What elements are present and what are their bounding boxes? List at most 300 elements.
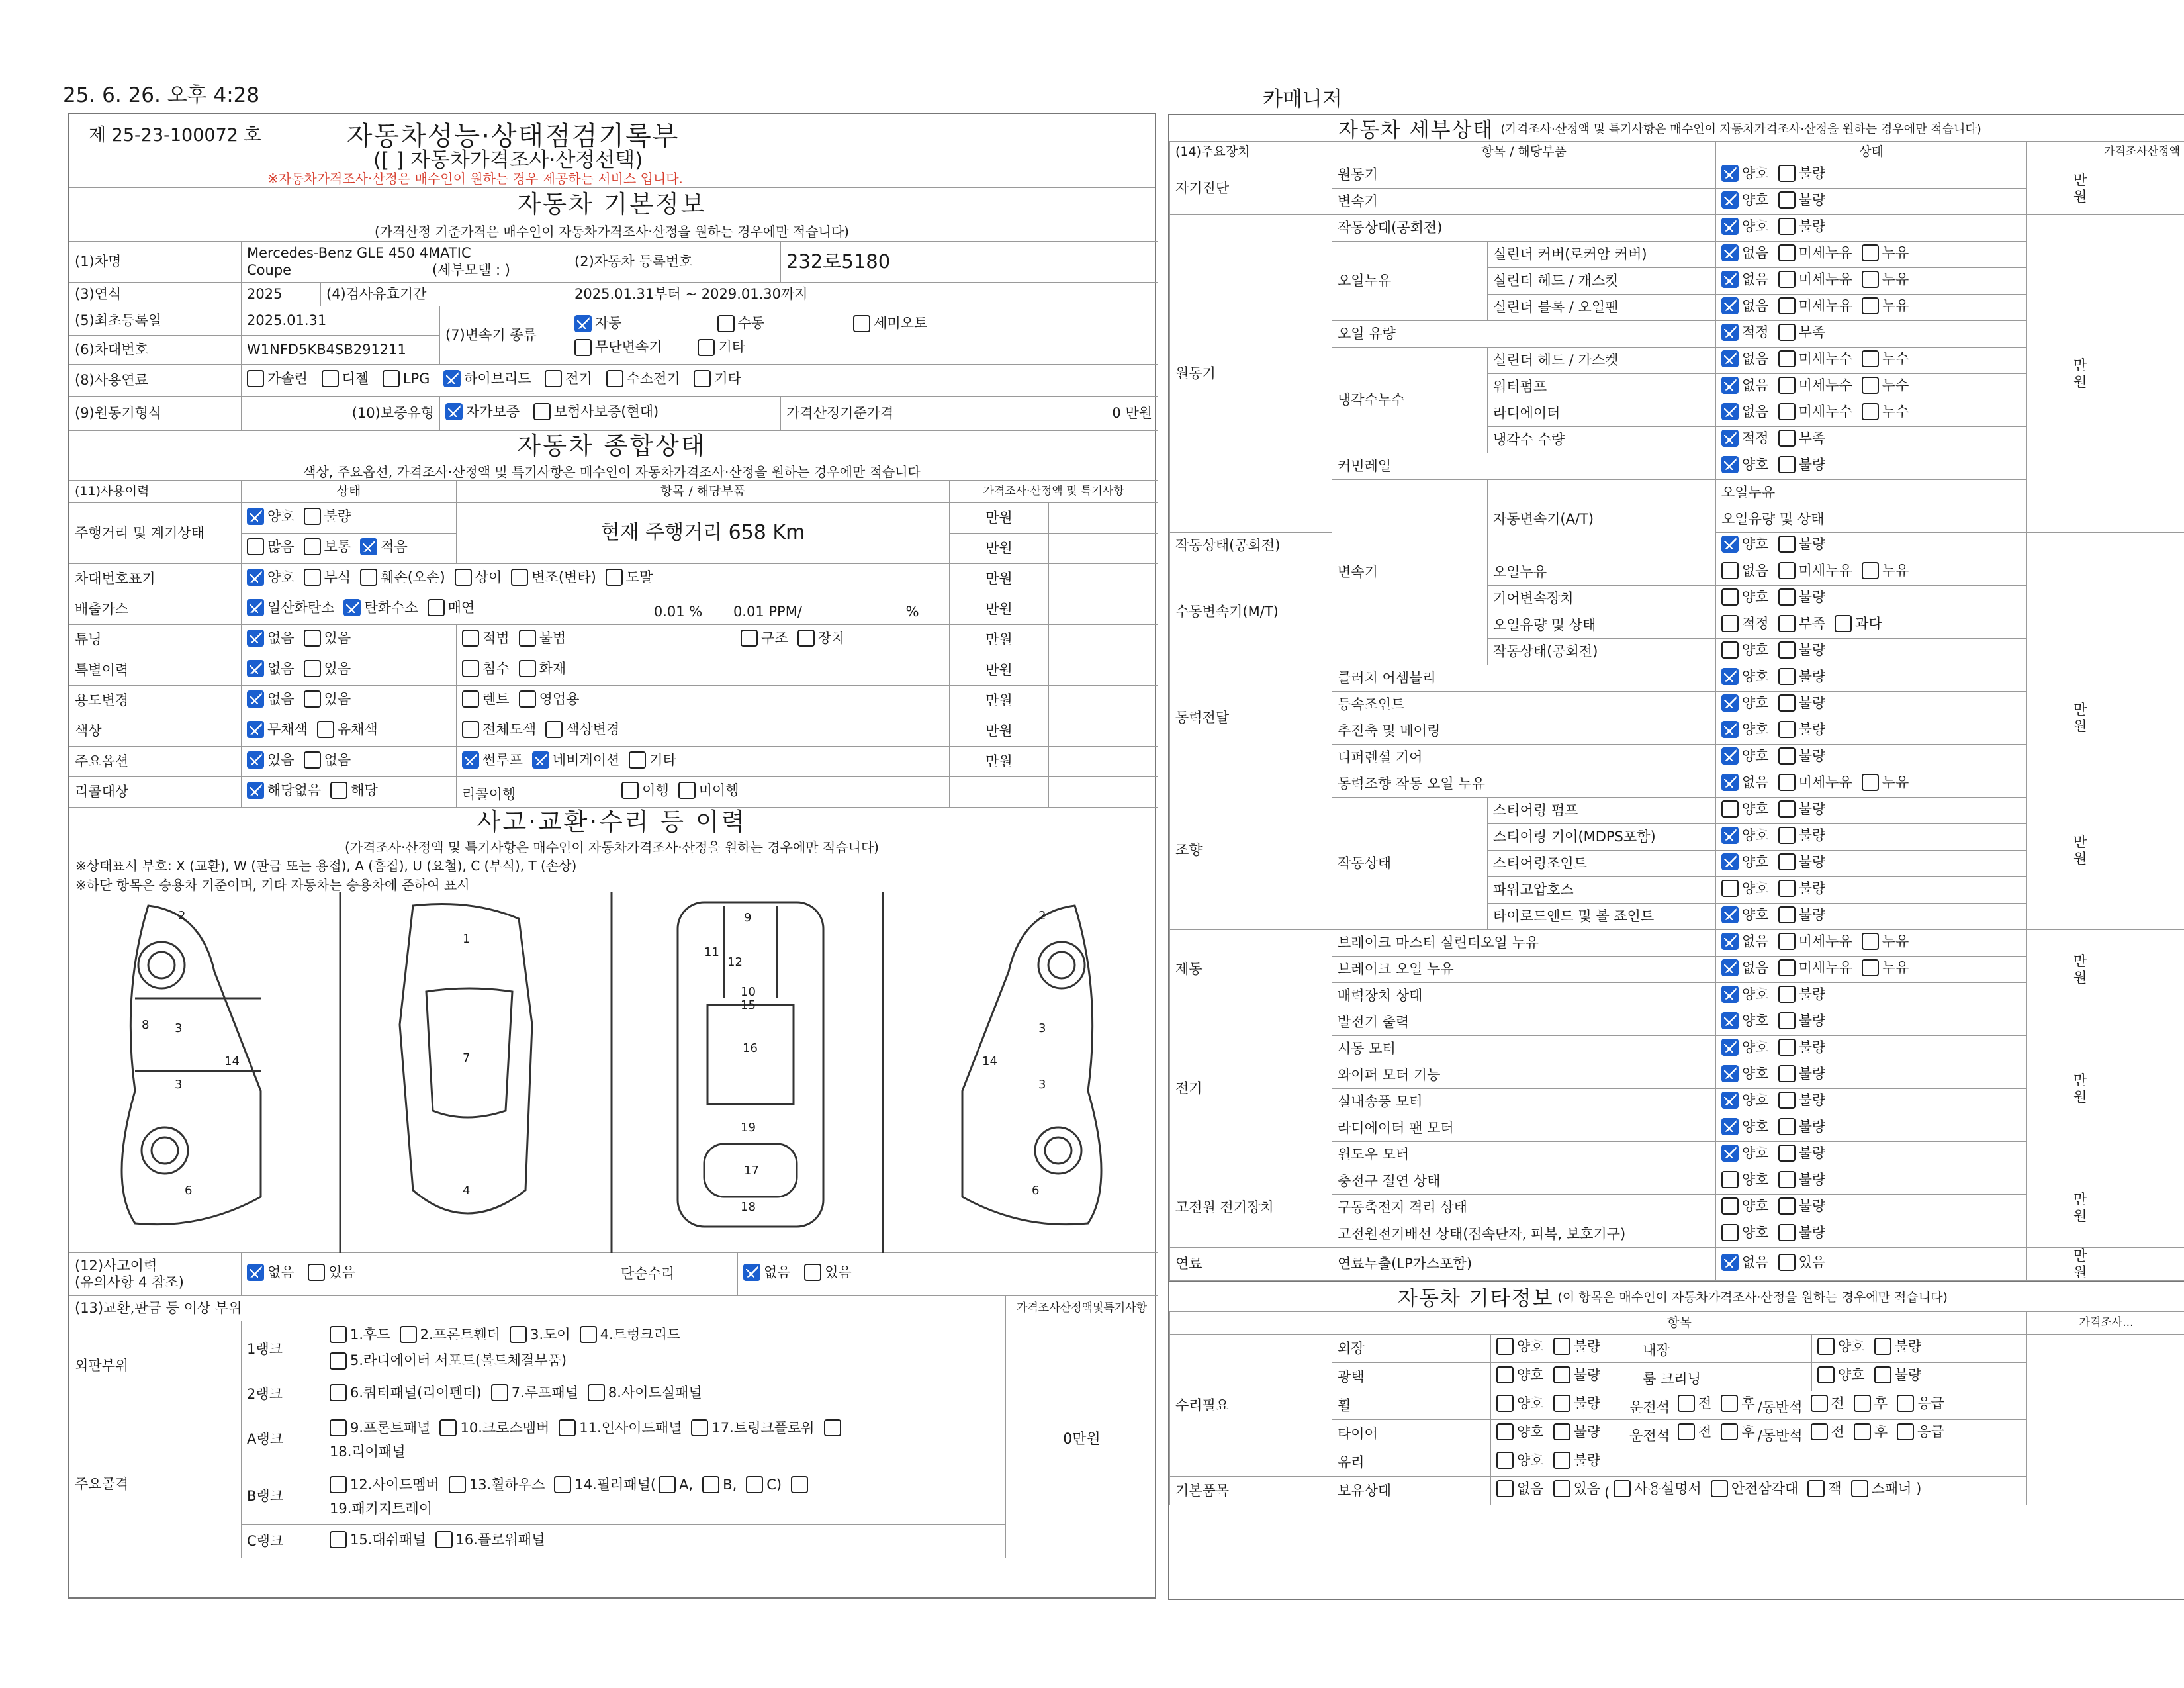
item7-state0-checkbox[interactable]: 없음	[1721, 350, 1769, 367]
wheel-passenger-label: /동반석	[1757, 1399, 1803, 1416]
item20-state0-checkbox[interactable]: 양호	[1721, 694, 1769, 712]
right-pane	[1168, 114, 2184, 1600]
item41-state0-checkbox[interactable]: 없음	[1721, 1254, 1769, 1271]
item27-state0-checkbox[interactable]: 양호	[1721, 880, 1769, 897]
hood-checkbox[interactable]: 1.후드	[330, 1326, 390, 1343]
item17-state1-checkbox[interactable]: 부족	[1778, 615, 1826, 632]
row6-a0-checkbox[interactable]: 무채색	[247, 721, 308, 738]
item-39-name: 구동축전지 격리 상태	[1332, 1195, 1716, 1221]
side-sill-checkbox[interactable]: 8.사이드실패널	[588, 1384, 702, 1401]
item-33-name: 시동 모터	[1332, 1036, 1716, 1062]
item40-state0-checkbox[interactable]: 양호	[1721, 1224, 1769, 1241]
item33-state0-checkbox[interactable]: 양호	[1721, 1039, 1769, 1056]
rankC-label: C랭크	[242, 1525, 324, 1558]
item6-state0-checkbox[interactable]: 적정	[1721, 324, 1769, 341]
row8-b0-checkbox[interactable]: 이행	[621, 782, 669, 799]
item3-state1-checkbox[interactable]: 미세누유	[1778, 244, 1852, 261]
wheel-emergency-checkbox[interactable]: 응급	[1897, 1395, 1944, 1412]
item31-state1-checkbox[interactable]: 불량	[1778, 986, 1826, 1003]
trans-auto-checkbox[interactable]: 자동	[574, 315, 622, 332]
item19-state0-checkbox[interactable]: 양호	[1721, 668, 1769, 685]
item34-state1-checkbox[interactable]: 불량	[1778, 1065, 1826, 1082]
item34-state0-checkbox[interactable]: 양호	[1721, 1065, 1769, 1082]
detail-table	[1169, 142, 2184, 1281]
warranty-insurance-checkbox[interactable]: 보험사보증(현대)	[533, 403, 659, 420]
item4-state0-checkbox[interactable]: 없음	[1721, 271, 1769, 288]
item15-state2-checkbox[interactable]: 누유	[1862, 562, 1909, 579]
accident-label-note: (유의사항 4 참조)	[75, 1274, 184, 1290]
own-has-checkbox[interactable]: 있음	[1553, 1480, 1601, 1497]
car-diagram-svg	[69, 892, 1155, 1253]
item23-state1-checkbox[interactable]: 미세누유	[1778, 774, 1852, 791]
item8-state2-checkbox[interactable]: 누수	[1862, 377, 1909, 394]
item28-state0-checkbox[interactable]: 양호	[1721, 906, 1769, 923]
item4-state2-checkbox[interactable]: 누유	[1862, 271, 1909, 288]
item-5-name: 실린더 블록 / 오일팬	[1488, 295, 1716, 321]
diagram-label-4: 4	[463, 1184, 471, 1197]
side-member-checkbox[interactable]: 12.사이드멤버	[330, 1476, 439, 1493]
item28-state1-checkbox[interactable]: 불량	[1778, 906, 1826, 923]
item37-state0-checkbox[interactable]: 양호	[1721, 1145, 1769, 1162]
print-timestamp: 25. 6. 26. 오후 4:28	[63, 83, 260, 107]
pillar-b-checkbox[interactable]: B,	[702, 1476, 737, 1493]
row5-b0-checkbox[interactable]: 렌트	[462, 690, 510, 708]
row6-b0-checkbox[interactable]: 전체도색	[462, 721, 536, 738]
fuel-electric-checkbox[interactable]: 전기	[545, 370, 592, 387]
item4-state1-checkbox[interactable]: 미세누유	[1778, 271, 1852, 288]
item-20-name: 등속조인트	[1332, 692, 1716, 718]
simple-yes-checkbox[interactable]: 있음	[804, 1264, 852, 1281]
item27-state1-checkbox[interactable]: 불량	[1778, 880, 1826, 897]
legend-1: ※상태표시 부호: X (교환), W (판금 또는 용접), A (흠집), U (요철), C (부식), T (손상)	[75, 858, 577, 874]
service-notice: ※자동차가격조사·산정은 매수인이 원하는 경우 제공하는 서비스 입니다.	[267, 171, 683, 187]
row6-a1-checkbox[interactable]: 유채색	[317, 721, 378, 738]
diagram-label-7: 7	[463, 1051, 471, 1065]
item7-state2-checkbox[interactable]: 누수	[1862, 350, 1909, 367]
price-unit-2: 원	[2073, 1207, 2087, 1224]
detail-head-items: 항목 / 해당부품	[1332, 142, 1716, 162]
own-none-checkbox[interactable]: 없음	[1496, 1480, 1544, 1497]
wheel-bad-checkbox[interactable]: 불량	[1553, 1395, 1601, 1412]
fuel-diesel-checkbox[interactable]: 디젤	[322, 370, 369, 387]
overall-head-usage: (11)사용이력	[69, 481, 242, 503]
diagram-label-14-left: 14	[224, 1055, 240, 1068]
price-basis-value: 0 만원	[1112, 405, 1153, 422]
row1-a3-checkbox[interactable]: 상이	[455, 569, 502, 586]
item17-state2-checkbox[interactable]: 과다	[1835, 615, 1882, 632]
interior-bad-checkbox[interactable]: 불량	[1874, 1338, 1922, 1355]
item6-state1-checkbox[interactable]: 부족	[1778, 324, 1826, 341]
fuel-lpg-checkbox[interactable]: LPG	[383, 370, 430, 387]
item9-state1-checkbox[interactable]: 미세누수	[1778, 403, 1852, 420]
emission-smoke: %	[905, 603, 919, 620]
price-unit-2: 원	[2073, 718, 2087, 734]
overall-title: 자동차 종합상태	[517, 432, 707, 460]
item30-state0-checkbox[interactable]: 없음	[1721, 959, 1769, 976]
transmission-label: (7)변속기 종류	[440, 306, 569, 365]
glass-bad-checkbox[interactable]: 불량	[1553, 1452, 1601, 1469]
row2-a0-checkbox[interactable]: 일산화탄소	[247, 599, 334, 616]
item10-state1-checkbox[interactable]: 부족	[1778, 430, 1826, 447]
doc-subtitle: ([ ] 자동차가격조사·산정선택)	[373, 148, 643, 172]
transmission-options-row1	[574, 315, 1152, 332]
item-0-name: 원동기	[1332, 162, 1716, 189]
item23-state2-checkbox[interactable]: 누유	[1862, 774, 1909, 791]
row7-a0-checkbox[interactable]: 있음	[247, 751, 295, 769]
wheel-good-checkbox[interactable]: 양호	[1496, 1395, 1544, 1412]
wheel-driver-rear-checkbox[interactable]: 후	[1721, 1395, 1754, 1412]
row0-a0-checkbox[interactable]: 양호	[247, 508, 295, 525]
item9-state0-checkbox[interactable]: 없음	[1721, 403, 1769, 420]
item38-state1-checkbox[interactable]: 불량	[1778, 1171, 1826, 1188]
item39-state0-checkbox[interactable]: 양호	[1721, 1197, 1769, 1215]
diagram-label-8: 8	[142, 1018, 150, 1032]
item37-state1-checkbox[interactable]: 불량	[1778, 1145, 1826, 1162]
room-good-checkbox[interactable]: 양호	[1817, 1366, 1865, 1383]
rankA-label: A랭크	[242, 1411, 324, 1468]
item3-state2-checkbox[interactable]: 누유	[1862, 244, 1909, 261]
item32-state1-checkbox[interactable]: 불량	[1778, 1012, 1826, 1029]
item-31-name: 배력장치 상태	[1332, 983, 1716, 1009]
row1-a4-checkbox[interactable]: 변조(변타)	[511, 569, 596, 586]
cross-member-checkbox[interactable]: 10.크로스멤버	[439, 1419, 549, 1436]
row0-a20-checkbox[interactable]: 많음	[247, 538, 295, 555]
diagram-label-10: 10	[741, 985, 756, 999]
item21-state0-checkbox[interactable]: 양호	[1721, 721, 1769, 738]
row4-a0-checkbox[interactable]: 없음	[247, 660, 295, 677]
interior-good-checkbox[interactable]: 양호	[1817, 1338, 1865, 1355]
item25-state1-checkbox[interactable]: 불량	[1778, 827, 1826, 844]
brand-name: 카매니저	[1263, 87, 1342, 111]
accident-none-checkbox[interactable]: 없음	[247, 1264, 295, 1281]
row1-a0-checkbox[interactable]: 양호	[247, 569, 295, 586]
unit-label: 만원	[950, 625, 1049, 655]
detail-head-state: 상태	[1716, 142, 2027, 162]
item22-state1-checkbox[interactable]: 불량	[1778, 747, 1826, 765]
item-32-name: 발전기 출력	[1332, 1009, 1716, 1036]
etc-head-price: 가격조사...	[2027, 1312, 2184, 1335]
overall-head-items: 항목 / 해당부품	[457, 481, 950, 503]
detail-note: (가격조사·산정액 및 특기사항은 매수인이 자동차가격조사·산정을 원하는 경우에만 적습니다)	[1500, 122, 1981, 136]
row3-c1-checkbox[interactable]: 장치	[797, 630, 845, 647]
item-3-name: 실린더 커버(로커암 커버)	[1488, 242, 1716, 268]
item26-state0-checkbox[interactable]: 양호	[1721, 853, 1769, 870]
exchange-price-head: 가격조사산정액및특기사항	[1006, 1296, 1158, 1321]
row0-a1-checkbox[interactable]: 불량	[304, 508, 351, 525]
item-8-name: 워터펌프	[1488, 374, 1716, 400]
item11-state0-checkbox[interactable]: 양호	[1721, 456, 1769, 473]
tire-driver-rear-checkbox[interactable]: 후	[1721, 1423, 1754, 1440]
item36-state1-checkbox[interactable]: 불량	[1778, 1118, 1826, 1135]
color-label: 색상	[69, 716, 242, 747]
dash-panel-checkbox[interactable]: 15.대쉬패널	[330, 1531, 426, 1548]
row4-a1-checkbox[interactable]: 있음	[304, 660, 351, 677]
wheel-passenger-rear-checkbox[interactable]: 후	[1854, 1395, 1888, 1412]
item16-state1-checkbox[interactable]: 불량	[1778, 588, 1826, 606]
item14-state0-checkbox[interactable]: 양호	[1721, 536, 1769, 553]
car-name: Mercedes-Benz GLE 450 4MATIC	[247, 245, 471, 261]
trunk-floor-checkbox[interactable]: 17.트렁크플로워	[691, 1419, 814, 1436]
exterior-label: 외장	[1332, 1335, 1491, 1363]
item22-state0-checkbox[interactable]: 양호	[1721, 747, 1769, 765]
item-1-name: 변속기	[1332, 189, 1716, 215]
item40-state1-checkbox[interactable]: 불량	[1778, 1224, 1826, 1241]
special-label: 특별이력	[69, 655, 242, 686]
diagram-label-3-right-b: 3	[1038, 1078, 1046, 1092]
tire-passenger-front-checkbox[interactable]: 전	[1811, 1423, 1844, 1440]
row1-a5-checkbox[interactable]: 도말	[606, 569, 653, 586]
outer-panel-label: 외판부위	[69, 1321, 242, 1411]
row3-c0-checkbox[interactable]: 구조	[741, 630, 788, 647]
fuel-label: (8)사용연료	[69, 365, 242, 397]
item35-state1-checkbox[interactable]: 불량	[1778, 1092, 1826, 1109]
item30-state2-checkbox[interactable]: 누유	[1862, 959, 1909, 976]
item8-state0-checkbox[interactable]: 없음	[1721, 377, 1769, 394]
fuel-other-checkbox[interactable]: 기타	[694, 370, 741, 387]
item7-state1-checkbox[interactable]: 미세누수	[1778, 350, 1852, 367]
floor-panel-checkbox[interactable]: 16.플로워패널	[435, 1531, 545, 1548]
item18-state1-checkbox[interactable]: 불량	[1778, 641, 1826, 659]
item15-state1-checkbox[interactable]: 미세누유	[1778, 562, 1852, 579]
doc-number: 제 25-23-100072 호	[89, 125, 261, 146]
diagram-label-12: 12	[727, 955, 743, 969]
diagram-label-3-right-a: 3	[1038, 1021, 1046, 1035]
item29-state1-checkbox[interactable]: 미세누유	[1778, 933, 1852, 950]
repair-needed-label: 수리필요	[1170, 1335, 1332, 1477]
diagram-label-14-right: 14	[982, 1055, 997, 1068]
item10-state0-checkbox[interactable]: 적정	[1721, 430, 1769, 447]
item14-state1-checkbox[interactable]: 불량	[1778, 536, 1826, 553]
item-4-name: 실린더 헤드 / 개스킷	[1488, 268, 1716, 295]
valid-value: 2025.01.31부터 ~ 2029.01.30까지	[569, 283, 1158, 306]
accident-yes-checkbox[interactable]: 있음	[308, 1264, 355, 1281]
wheel-driver-front-checkbox[interactable]: 전	[1678, 1395, 1711, 1412]
price-unit-1: 만	[2073, 1192, 2087, 1208]
item20-state1-checkbox[interactable]: 불량	[1778, 694, 1826, 712]
group-power-train: 동력전달	[1170, 665, 1332, 771]
tire-good-checkbox[interactable]: 양호	[1496, 1423, 1544, 1440]
item0-state0-checkbox[interactable]: 양호	[1721, 165, 1769, 182]
package-tray-checkbox[interactable]	[791, 1476, 811, 1493]
trans-cvt-checkbox[interactable]: 무단변속기	[574, 339, 662, 356]
item29-state2-checkbox[interactable]: 누유	[1862, 933, 1909, 950]
row8-b1-checkbox[interactable]: 미이행	[678, 782, 739, 799]
fuel-gasoline-checkbox[interactable]: 가솔린	[247, 370, 308, 387]
item-30-name: 브레이크 오일 누유	[1332, 957, 1716, 983]
item2-state1-checkbox[interactable]: 불량	[1778, 218, 1826, 235]
row3-b0-checkbox[interactable]: 적법	[462, 630, 510, 647]
item24-state0-checkbox[interactable]: 양호	[1721, 800, 1769, 818]
jack-checkbox[interactable]: 잭	[1807, 1480, 1841, 1497]
exchange-label: (13)교환,판금 등 이상 부위	[69, 1296, 1006, 1321]
trans-manual-checkbox[interactable]: 수동	[717, 315, 765, 332]
item-21-name: 추진축 및 베어링	[1332, 718, 1716, 745]
mileage-text: 현재 주행거리 658 Km	[457, 503, 950, 564]
gloss-bad-checkbox[interactable]: 불량	[1553, 1366, 1601, 1383]
legend-2: ※하단 항목은 승용차 기준이며, 기타 자동차는 승용차에 준하여 표시	[75, 877, 470, 893]
item1-state1-checkbox[interactable]: 불량	[1778, 191, 1826, 209]
tire-bad-checkbox[interactable]: 불량	[1553, 1423, 1601, 1440]
sub-manual-trans: 수동변속기(M/T)	[1170, 559, 1332, 665]
item-26-name: 스티어링조인트	[1488, 851, 1716, 877]
group-fuel: 연료	[1170, 1248, 1332, 1281]
trans-other-checkbox[interactable]: 기타	[698, 339, 745, 356]
item8-state1-checkbox[interactable]: 미세누수	[1778, 377, 1852, 394]
item25-state0-checkbox[interactable]: 양호	[1721, 827, 1769, 844]
row3-b1-checkbox[interactable]: 불법	[519, 630, 567, 647]
row7-b2-checkbox[interactable]: 기타	[629, 751, 676, 769]
row4-b0-checkbox[interactable]: 침수	[462, 660, 510, 677]
item3-state0-checkbox[interactable]: 없음	[1721, 244, 1769, 261]
reg-number: 232로5180	[781, 242, 1158, 283]
item35-state0-checkbox[interactable]: 양호	[1721, 1092, 1769, 1109]
group-electrical: 전기	[1170, 1009, 1332, 1168]
tire-passenger-label: /동반석	[1757, 1428, 1803, 1444]
triangle-checkbox[interactable]: 안전삼각대	[1711, 1480, 1798, 1497]
item-7-name: 실린더 헤드 / 가스켓	[1488, 348, 1716, 374]
overall-head-price: 가격조사·산정액 및 특기사항	[950, 481, 1158, 503]
glass-good-checkbox[interactable]: 양호	[1496, 1452, 1544, 1469]
row2-a2-checkbox[interactable]: 매연	[428, 599, 475, 616]
simple-none-checkbox[interactable]: 없음	[743, 1264, 791, 1281]
item-38-name: 충전구 절연 상태	[1332, 1168, 1716, 1195]
item41-state1-checkbox[interactable]: 있음	[1778, 1254, 1826, 1271]
item17-state0-checkbox[interactable]: 적정	[1721, 615, 1769, 632]
row0-a22-checkbox[interactable]: 적음	[360, 538, 408, 555]
item19-state1-checkbox[interactable]: 불량	[1778, 668, 1826, 685]
tire-passenger-rear-checkbox[interactable]: 후	[1854, 1423, 1888, 1440]
front-panel-checkbox[interactable]: 9.프론트패널	[330, 1419, 430, 1436]
fuel-options	[242, 365, 1158, 397]
wheel-passenger-front-checkbox[interactable]: 전	[1811, 1395, 1844, 1412]
inside-panel-checkbox[interactable]: 11.인사이드패널	[559, 1419, 682, 1436]
item5-state1-checkbox[interactable]: 미세누유	[1778, 297, 1852, 314]
fuel-hybrid-checkbox[interactable]: 하이브리드	[443, 370, 531, 387]
item39-state1-checkbox[interactable]: 불량	[1778, 1197, 1826, 1215]
pillar-panel-checkbox[interactable]: 14.필러패널(	[554, 1476, 656, 1493]
radiator-support-checkbox[interactable]: 5.라디에이터 서포트(볼트체결부품)	[330, 1352, 567, 1370]
item23-state0-checkbox[interactable]: 없음	[1721, 774, 1769, 791]
diagram-label-19: 19	[741, 1121, 756, 1135]
row2-a1-checkbox[interactable]: 탄화수소	[343, 599, 418, 616]
pillar-a-checkbox[interactable]: A,	[659, 1476, 693, 1493]
item-37-name: 윈도우 모터	[1332, 1142, 1716, 1168]
row7-b0-checkbox[interactable]: 썬루프	[462, 751, 523, 769]
item1-state0-checkbox[interactable]: 양호	[1721, 191, 1769, 209]
row5-a1-checkbox[interactable]: 있음	[304, 690, 351, 708]
manual-checkbox[interactable]: 사용설명서	[1614, 1480, 1701, 1497]
fuel-hydrogen-checkbox[interactable]: 수소전기	[606, 370, 680, 387]
trans-semi-checkbox[interactable]: 세미오토	[853, 315, 927, 332]
item18-state0-checkbox[interactable]: 양호	[1721, 641, 1769, 659]
exterior-good-checkbox[interactable]: 양호	[1496, 1338, 1544, 1355]
item11-state1-checkbox[interactable]: 불량	[1778, 456, 1826, 473]
rear-panel-checkbox[interactable]	[824, 1419, 844, 1436]
item-24-name: 스티어링 펌프	[1488, 798, 1716, 824]
item29-state0-checkbox[interactable]: 없음	[1721, 933, 1769, 950]
group-transmission: 변속기	[1332, 480, 1488, 665]
gloss-good-checkbox[interactable]: 양호	[1496, 1366, 1544, 1383]
accident-note: (가격조사·산정액 및 특기사항은 매수인이 자동차가격조사·산정을 원하는 경우에만 적습니다)	[345, 839, 879, 855]
doc-title: 자동차성능·상태점검기록부	[347, 121, 680, 152]
trunk-lid-checkbox[interactable]: 4.트렁크리드	[580, 1326, 680, 1343]
item5-state0-checkbox[interactable]: 없음	[1721, 297, 1769, 314]
price-unit-2: 원	[2073, 1088, 2087, 1105]
row3-a1-checkbox[interactable]: 있음	[304, 630, 351, 647]
price-unit-1: 만	[2073, 172, 2087, 189]
row6-b1-checkbox[interactable]: 색상변경	[545, 721, 619, 738]
item5-state2-checkbox[interactable]: 누유	[1862, 297, 1909, 314]
item36-state0-checkbox[interactable]: 양호	[1721, 1118, 1769, 1135]
diagram-label-3-left-b: 3	[175, 1078, 183, 1092]
item-29-name: 브레이크 마스터 실린더오일 누유	[1332, 930, 1716, 957]
spanner-checkbox[interactable]: 스패너 )	[1851, 1480, 1922, 1497]
exterior-bad-checkbox[interactable]: 불량	[1553, 1338, 1601, 1355]
row5-b1-checkbox[interactable]: 영업용	[519, 690, 580, 708]
unit-label: 만원	[950, 594, 1049, 625]
item16-state0-checkbox[interactable]: 양호	[1721, 588, 1769, 606]
row4-b1-checkbox[interactable]: 화재	[519, 660, 567, 677]
room-bad-checkbox[interactable]: 불량	[1874, 1366, 1922, 1383]
item0-state1-checkbox[interactable]: 불량	[1778, 165, 1826, 182]
price-unit-1: 만	[2073, 953, 2087, 970]
item21-state1-checkbox[interactable]: 불량	[1778, 721, 1826, 738]
row7-b1-checkbox[interactable]: 네비게이션	[532, 751, 619, 769]
row1-a1-checkbox[interactable]: 부식	[304, 569, 351, 586]
row5-a0-checkbox[interactable]: 없음	[247, 690, 295, 708]
own-status-label: 보유상태	[1332, 1477, 1491, 1505]
item33-state1-checkbox[interactable]: 불량	[1778, 1039, 1826, 1056]
basic-items-label: 기본품목	[1170, 1477, 1332, 1505]
unit-label: 만원	[950, 686, 1049, 716]
item26-state1-checkbox[interactable]: 불량	[1778, 853, 1826, 870]
warranty-self-checkbox[interactable]: 자가보증	[445, 403, 520, 420]
front-fender-checkbox[interactable]: 2.프론트휀더	[400, 1326, 500, 1343]
group-self-diagnosis: 자기진단	[1170, 162, 1332, 215]
door-checkbox[interactable]: 3.도어	[510, 1326, 570, 1343]
item-23-name: 동력조향 작동 오일 누유	[1332, 771, 1716, 798]
unit-label: 만원	[950, 503, 1049, 534]
item38-state0-checkbox[interactable]: 양호	[1721, 1171, 1769, 1188]
emission-co: 0.01 %	[653, 603, 703, 620]
item31-state0-checkbox[interactable]: 양호	[1721, 986, 1769, 1003]
quarter-panel-checkbox[interactable]: 6.쿼터패널(리어펜더)	[330, 1384, 482, 1401]
emission-hc: 0.01 PPM/	[733, 603, 802, 620]
rear-panel-label: 18.리어패널	[330, 1444, 406, 1460]
item9-state2-checkbox[interactable]: 누수	[1862, 403, 1909, 420]
item2-state0-checkbox[interactable]: 양호	[1721, 218, 1769, 235]
row1-a2-checkbox[interactable]: 훼손(오손)	[360, 569, 445, 586]
item15-state0-checkbox[interactable]: 없음	[1721, 562, 1769, 579]
pillar-c-checkbox[interactable]: C)	[746, 1476, 782, 1493]
item32-state0-checkbox[interactable]: 양호	[1721, 1012, 1769, 1029]
diagram-label-3-left-a: 3	[175, 1021, 183, 1035]
row8-a1-checkbox[interactable]: 해당	[330, 782, 378, 799]
row0-a21-checkbox[interactable]: 보통	[304, 538, 351, 555]
item30-state1-checkbox[interactable]: 미세누유	[1778, 959, 1852, 976]
roof-panel-checkbox[interactable]: 7.루프패널	[491, 1384, 578, 1401]
row8-a0-checkbox[interactable]: 해당없음	[247, 782, 321, 799]
sub-oil-leak: 오일누유	[1332, 242, 1488, 321]
row7-a1-checkbox[interactable]: 없음	[304, 751, 351, 769]
row3-a0-checkbox[interactable]: 없음	[247, 630, 295, 647]
etc-note: (이 항목은 매수인이 자동차가격조사·산정을 원하는 경우에만 적습니다)	[1557, 1290, 1948, 1305]
item-18-name: 작동상태(공회전)	[1488, 639, 1716, 665]
item24-state1-checkbox[interactable]: 불량	[1778, 800, 1826, 818]
tire-driver-front-checkbox[interactable]: 전	[1678, 1423, 1711, 1440]
wheel-house-checkbox[interactable]: 13.휠하우스	[449, 1476, 545, 1493]
tire-emergency-checkbox[interactable]: 응급	[1897, 1423, 1944, 1440]
